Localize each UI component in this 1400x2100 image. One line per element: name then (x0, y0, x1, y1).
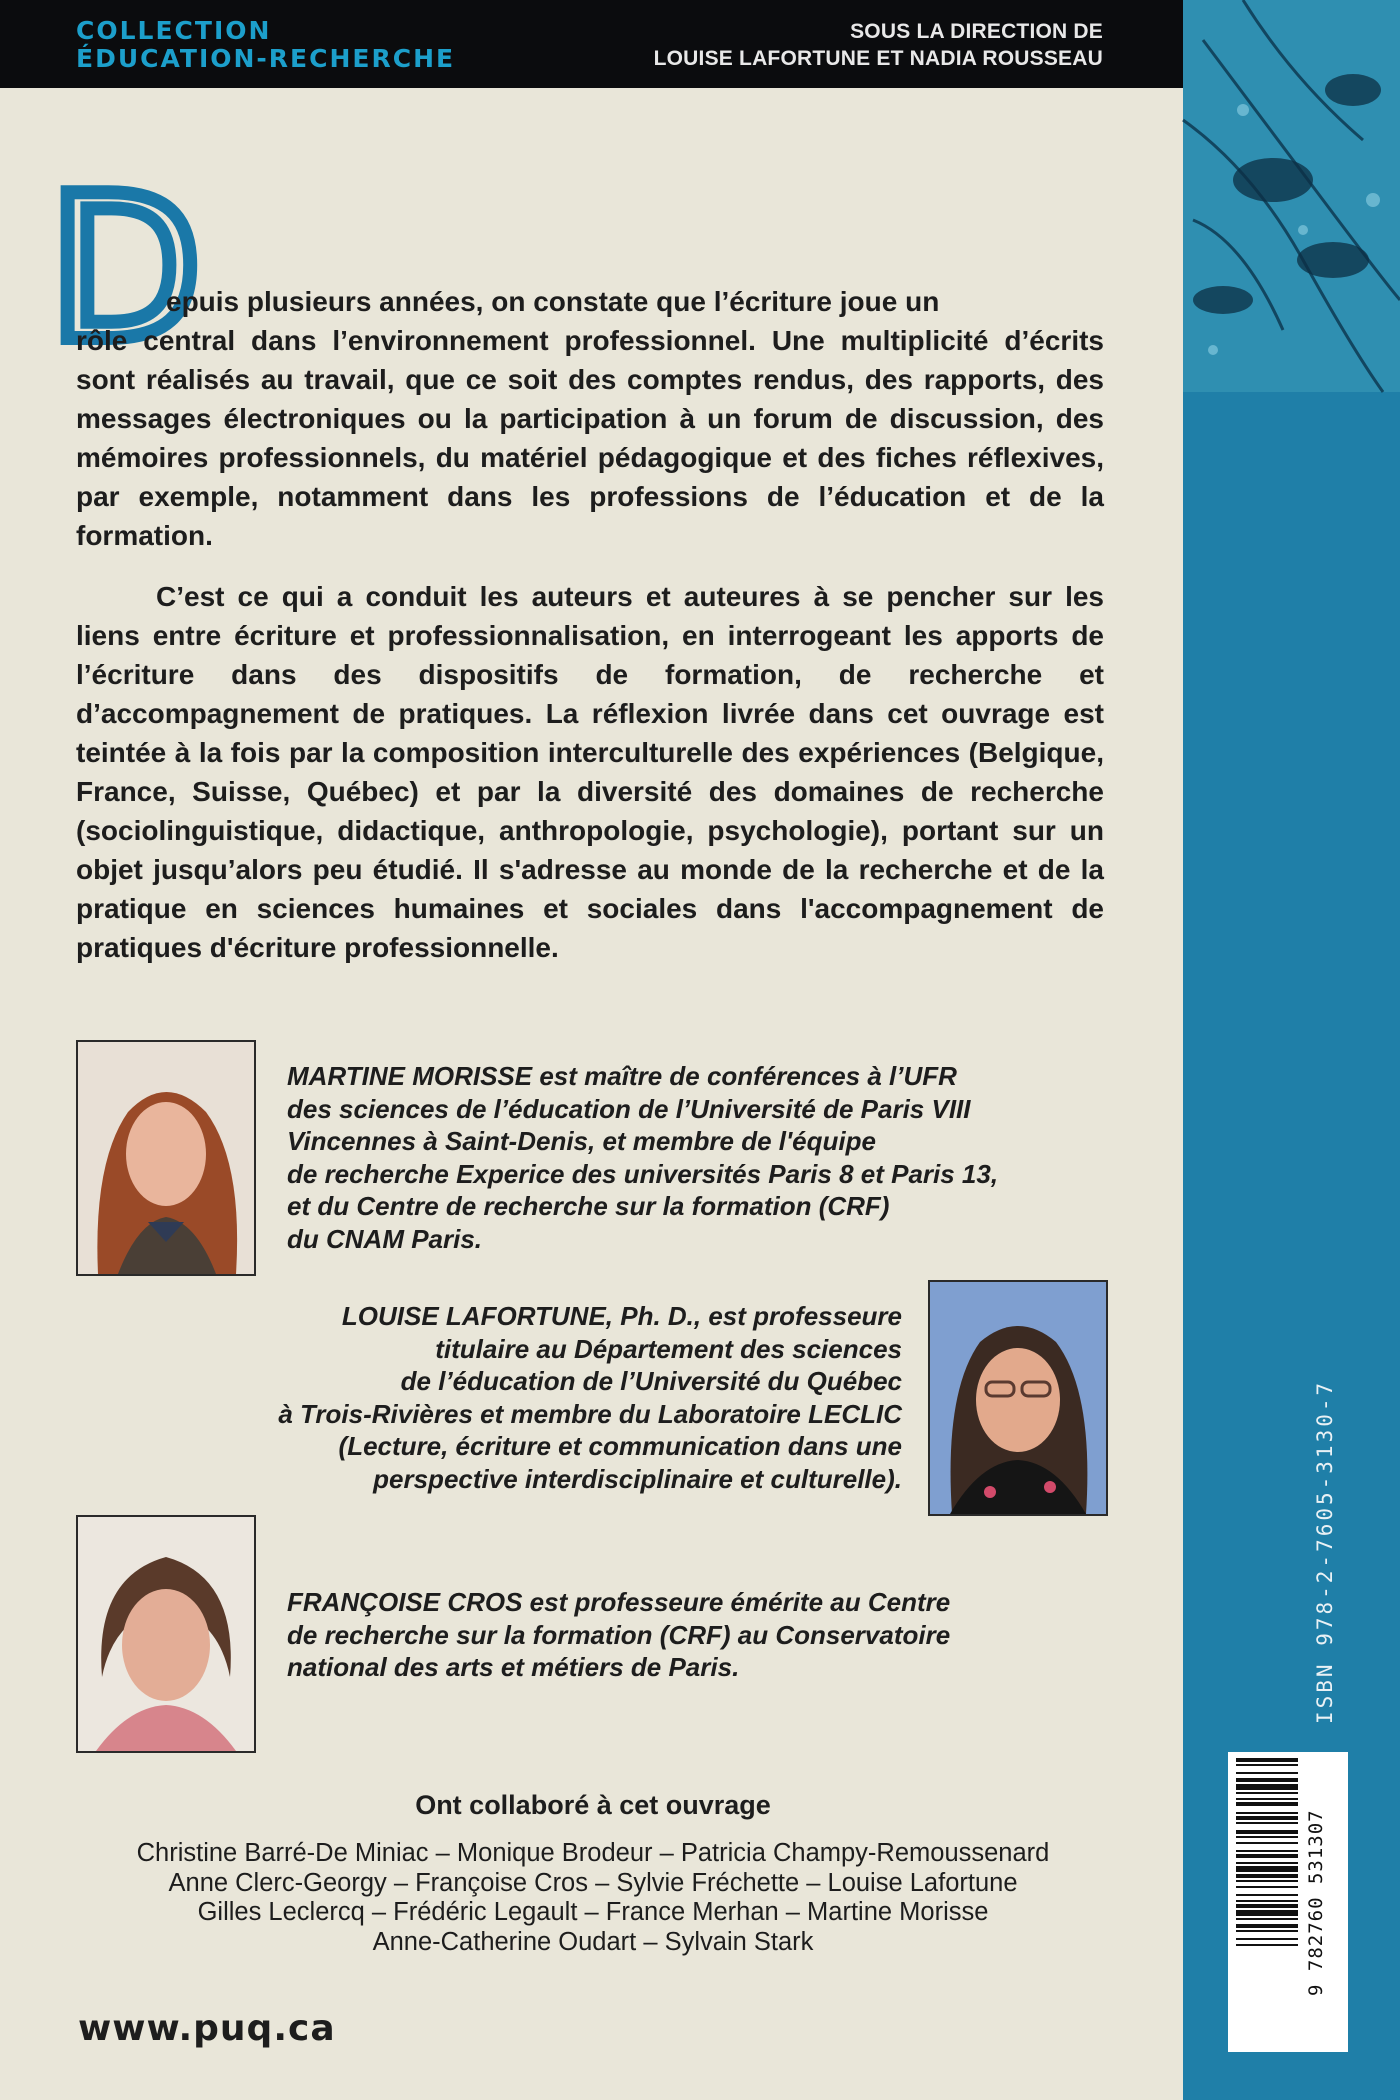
bio-line: (Lecture, écriture et communication dans une (338, 1431, 902, 1461)
contributors-line: Anne Clerc-Georgy – Françoise Cros – Sylvie Fréchette – Louise Lafortune (168, 1868, 1018, 1897)
contributors-title: Ont collaboré à cet ouvrage (415, 1790, 771, 1820)
bio-line: national des arts et métiers de Paris. (287, 1652, 740, 1682)
author-photo-cros (76, 1515, 256, 1753)
barcode-bar (1236, 1880, 1298, 1882)
bio-line: FRANÇOISE CROS est professeure émérite au Centre (287, 1587, 951, 1617)
barcode-digits: 9 782760 531307 (1305, 1755, 1345, 2050)
bio-line: à Trois-Rivières et membre du Laboratoire LECLIC (278, 1398, 902, 1429)
contributors-line: Gilles Leclercq – Frédéric Legault – France Merhan – Martine Morisse (197, 1898, 989, 1926)
editors-credit (603, 18, 1103, 72)
barcode-bar (1236, 1938, 1298, 1940)
direction-line-1: SOUS LA DIRECTION DE (850, 20, 1103, 43)
barcode-bar (1236, 1894, 1298, 1896)
author-photo-morisse (76, 1040, 256, 1276)
intro-first-line: epuis plusieurs années, on constate que l’écriture joue un (166, 286, 940, 317)
bio-line: de recherche sur la formation (CRF) au Conservatoire (287, 1619, 951, 1650)
author-photo-lafortune (928, 1280, 1108, 1516)
bio-line: perspective interdisciplinaire et culturelle). (373, 1463, 902, 1494)
isbn-number: ISBN 978-2-7605-3130-7 (1313, 1379, 1337, 1725)
bio-line: et du Centre de recherche sur la formation (CRF) (287, 1191, 890, 1221)
collection-line-2: ÉDUCATION-RECHERCHE (76, 44, 456, 73)
barcode-bar (1236, 1842, 1298, 1844)
intro-paragraph (76, 282, 1104, 555)
contributors-line: Anne-Catherine Oudart – Sylvain Stark (372, 1927, 814, 1956)
collection-title (76, 17, 455, 73)
barcode-bar (1236, 1850, 1298, 1852)
bio-line: de l’éducation de l’Université du Québec (400, 1366, 902, 1396)
barcode-bar (1236, 1778, 1298, 1782)
author-bio-cros (287, 1586, 1117, 1684)
author-bio-lafortune (150, 1300, 902, 1495)
barcode-bar (1236, 1784, 1298, 1790)
barcode-bar (1236, 1816, 1298, 1820)
barcode-bars (1228, 1752, 1298, 2052)
barcode-bar (1236, 1900, 1298, 1902)
bio-line: de recherche Experice des universités Paris 8 et Paris 13, (287, 1158, 999, 1189)
cover-art-image (1183, 0, 1400, 392)
author-bio-morisse (287, 1060, 1117, 1255)
barcode-bar (1236, 1802, 1298, 1806)
barcode-bar (1236, 1772, 1298, 1774)
collection-line-1: COLLECTION (76, 16, 272, 45)
barcode-bar (1236, 1886, 1298, 1888)
description-paragraph: C’est ce qui a conduit les auteurs et auteures à se pencher sur les liens entre écriture et professionnalisation, en interrogeant les apports de l’écriture dans des dispositifs de formation, de recherche et d’accompagnement de pratiques. La réflexion livrée dans cet ouvrage est teintée à la fois par la composition interculturelle des expériences (Belgique, France, Suisse, Québec) et par la diversité des domaines de recherche (sociolinguistique, didactique, anthropologie, psychologie), portant sur un objet jusqu’alors peu étudié. Il s'adresse au monde de la recherche et de la pratique en sciences humaines et sociales dans l'accompagnement de pratiques d'écriture professionnelle. (76, 581, 1104, 963)
barcode-bar (1236, 1866, 1298, 1872)
barcode-bar (1236, 1792, 1298, 1794)
barcode-bar (1236, 1836, 1298, 1838)
barcode-bar (1236, 1904, 1298, 1908)
barcode-bar (1236, 1910, 1298, 1916)
bio-line: titulaire au Département des sciences (435, 1333, 902, 1364)
dropcap-text: D (48, 153, 203, 386)
barcode-bar (1236, 1764, 1298, 1766)
bio-line: MARTINE MORISSE est maître de conférences à l’UFR (287, 1061, 957, 1091)
publisher-website[interactable]: www.puq.ca (78, 2008, 336, 2049)
bio-line: des sciences de l’éducation de l’Université de Paris VIII (287, 1093, 971, 1124)
barcode-bar (1236, 1798, 1298, 1800)
contributors-line: Christine Barré-De Miniac – Monique Brodeur – Patricia Champy-Remoussenard (136, 1839, 1050, 1867)
barcode-bar (1236, 1758, 1298, 1762)
header-band (0, 0, 1183, 88)
barcode-bar (1236, 1874, 1298, 1878)
direction-line-2: LOUISE LAFORTUNE ET NADIA ROUSSEAU (653, 47, 1103, 70)
bio-line: Vincennes à Saint-Denis, et membre de l'équipe (287, 1126, 876, 1156)
barcode-bar (1236, 1830, 1298, 1834)
barcode-bar (1236, 1930, 1298, 1932)
bio-line: LOUISE LAFORTUNE, Ph. D., est professeure (341, 1301, 902, 1331)
barcode-bar (1236, 1812, 1298, 1814)
barcode-bar (1236, 1944, 1298, 1946)
bio-line: du CNAM Paris. (287, 1223, 483, 1254)
barcode-bar (1236, 1918, 1298, 1920)
barcode-bar (1236, 1924, 1298, 1928)
contributors-list (76, 1839, 1110, 1957)
intro-rest: rôle central dans l’environnement professionnel. Une multiplicité d’écrits sont réalisés au travail, que ce soit des comptes rendus, des rapports, des messages électroniques ou la participation à un forum de discussion, des mémoires professionnels, du matériel pédagogique et des fiches réflexives, par exemple, notamment dans les professions de l’éducation et de la formation. (76, 325, 1104, 551)
barcode-bar (1236, 1854, 1298, 1858)
barcode-bar (1236, 1822, 1298, 1824)
barcode-bar (1236, 1862, 1298, 1864)
